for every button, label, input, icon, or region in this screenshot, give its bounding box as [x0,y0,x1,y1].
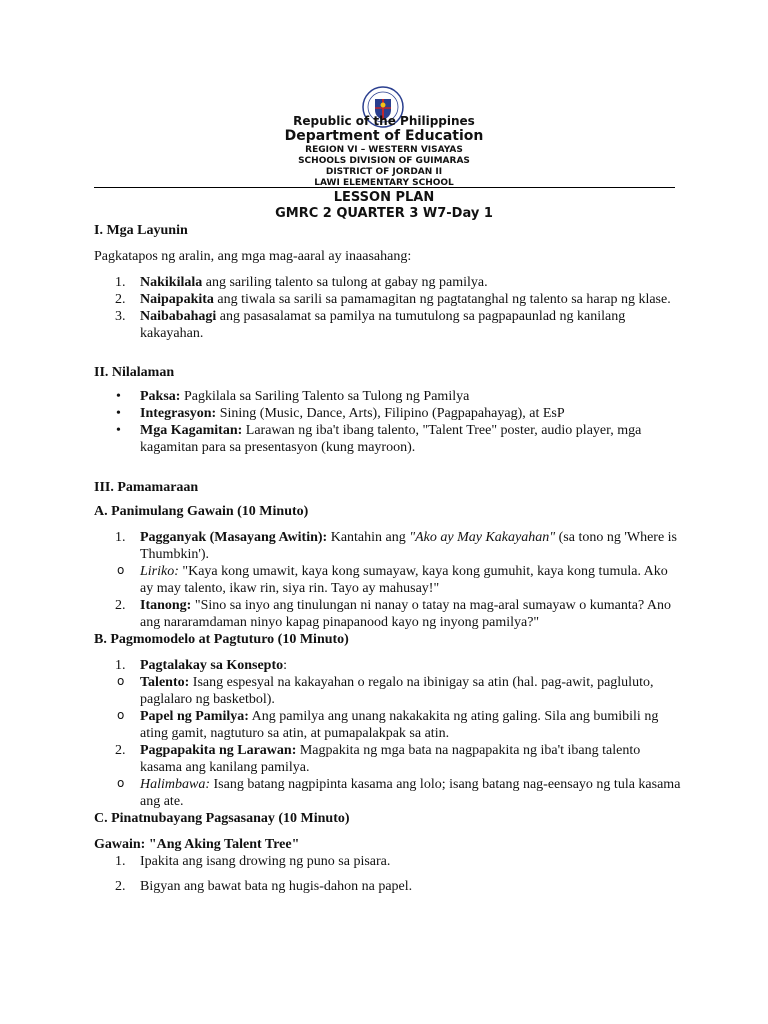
subsection-heading-pagsasanay: C. Pinatnubayang Pagsasanay (10 Minuto) [94,811,350,826]
subsection-heading-panimula: A. Panimulang Gawain (10 Minuto) [94,504,309,519]
header-divider [94,187,675,188]
sub-list-item: o Papel ng Pamilya: Ang pamilya ang unang nakakakita ng ating galing. Sila ang bumibili ng ating gamit, nagtuturo sa atin, at pumapalakpak sa atin. [117,708,659,741]
pagmomodelo-list [94,657,684,810]
bullet-icon: • [116,389,121,404]
sub-list-item: o Talento: Isang espesyal na kakayahan o regalo na ibinigay sa atin (hal. pag-awit, pagluluto, paglalaro ng basketbol). [117,674,654,707]
list-item: 2. Bigyan ang bawat bata ng hugis-dahon na papel. [115,879,413,894]
lesson-title-line2: GMRC 2 QUARTER 3 W7-Day 1 [275,206,493,221]
sub-list [94,776,684,810]
sub-list [94,674,684,742]
objectives-intro: Pagkatapos ng aralin, ang mga mag-aaral ay inaasahang: [94,249,412,264]
gawain-heading: Gawain: "Ang Aking Talent Tree" [94,837,300,852]
list-item: • Integrasyon: Sining (Music, Dance, Arts), Filipino (Pagpapahayag), at EsP [116,406,565,421]
list-item: 2. Naipapakita ang tiwala sa sarili sa pamamagitan ng pagtatanghal ng talento sa harap ng klase. [115,292,671,307]
bullet-icon: • [116,406,121,421]
gawain-list [94,853,684,895]
division-label: SCHOOLS DIVISION OF GUIMARAS [298,156,470,166]
list-item: 1. Pagtalakay sa Konsepto: o Talento: Isang espesyal na kakayahan o regalo na ibinigay sa atin (hal. pag-awit, pagluluto, paglalaro ng basketbol). o Papel ng Pamilya: Ang pamilya ang unang nakakakita ng ating galing. Sila ang bumibili ng ating gamit, nagtuturo sa atin, at pumapalakpak sa atin. [94,657,684,742]
document-header [94,114,674,189]
content-list [94,388,684,456]
objectives-list [94,274,684,342]
school-label: LAWI ELEMENTARY SCHOOL [314,178,454,188]
lesson-title [94,190,674,222]
list-item: 2. Pagpapakita ng Larawan: Magpakita ng mga bata na nagpapakita ng iba't ibang talento kasama ang kanilang pamilya. o Halimbawa: Isang batang nagpipinta kasama ang lolo; isang batang nag-eensayo ng tula kasama ang ate. [94,742,684,810]
panimula-list [94,529,684,631]
district-label: DISTRICT OF JORDAN II [325,167,443,177]
department-label: Department of Education [284,128,484,144]
section-heading-pamamaraan: III. Pamamaraan [94,480,199,495]
section-heading-nilalaman: II. Nilalaman [94,365,175,380]
list-item: 3. Naibabahagi ang pasasalamat sa pamilya na tumutulong sa pagpapaunlad ng kanilang kakayahan. [115,309,626,341]
sub-list-item: o Halimbawa: Isang batang nagpipinta kasama ang lolo; isang batang nag-eensayo ng tula kasama ang ate. [117,776,681,809]
list-item: 1. Nakikilala ang sariling talento sa tulong at gabay ng pamilya. [115,275,488,290]
list-item: • Mga Kagamitan: Larawan ng iba't ibang talento, "Talent Tree" poster, audio player, mga kagamitan para sa presentasyon (kung mayroon). [116,423,642,455]
list-item: 2. Itanong: "Sino sa inyo ang tinulungan ni nanay o tatay na mag-aral sumayaw o kumanta? Ano ang nararamdaman ninyo kapag pinapanood kayo ng inyong pamilya?" [115,598,672,630]
lesson-title-line1: LESSON PLAN [333,190,435,205]
region-label: REGION VI – WESTERN VISAYAS [305,145,463,155]
list-item: • Paksa: Pagkilala sa Sariling Talento sa Tulong ng Pamilya [116,389,470,404]
sub-list-item: o Liriko: "Kaya kong umawit, kaya kong sumayaw, kaya kong gumuhit, kaya kong tumula. Ako ay may talento, ikaw rin, siya rin. Tayo ay mahusay!" [117,563,668,596]
section-heading-layunin: I. Mga Layunin [94,223,188,238]
sub-list [94,563,684,597]
republic-label: Republic of the Philippines [293,114,475,128]
list-item: 1. Pagganyak (Masayang Awitin): Kantahin ang "Ako ay May Kakayahan" (sa tono ng 'Where is Thumbkin'). o Liriko: "Kaya kong umawit, kaya kong sumayaw, kaya kong gumuhit, kaya kong tumula. Ako ay may talento, ikaw rin, siya rin. Tayo ay mahusay!" [94,529,684,597]
subsection-heading-pagmomodelo: B. Pagmomodelo at Pagtuturo (10 Minuto) [94,632,349,647]
lesson-body [94,222,684,895]
bullet-icon: • [116,423,121,438]
list-item: 1. Ipakita ang isang drowing ng puno sa pisara. [115,854,391,869]
